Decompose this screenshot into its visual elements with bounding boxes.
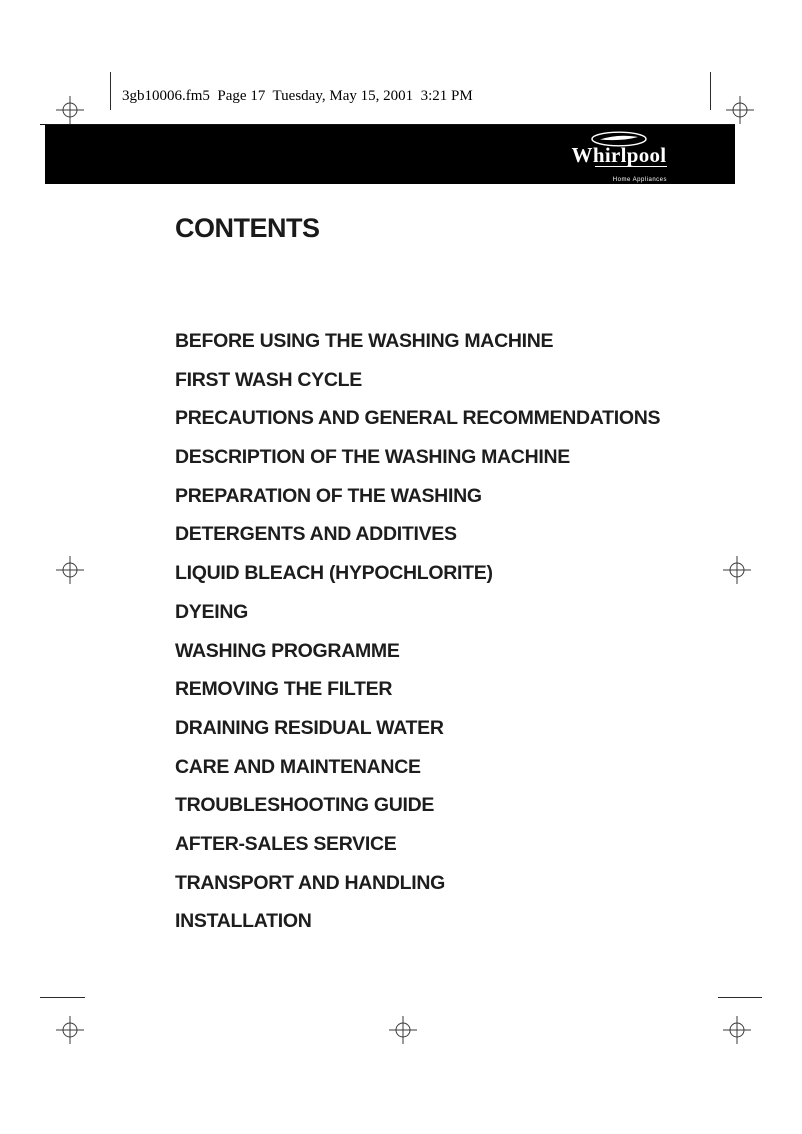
registration-mark-icon [389,1016,417,1044]
toc-item: AFTER-SALES SERVICE [175,832,397,855]
toc-item: REMOVING THE FILTER [175,678,393,701]
page-title: CONTENTS [175,213,320,243]
toc-item: DETERGENTS AND ADDITIVES [175,523,457,546]
toc-item: TROUBLESHOOTING GUIDE [175,794,435,817]
whirlpool-logo [561,131,677,186]
toc-item: TRANSPORT AND HANDLING [175,871,445,894]
print-header: 3gb10006.fm5 Page 17 Tuesday, May 15, 2001 3:21 PM [122,88,473,104]
brand-banner [45,125,735,184]
toc-item: INSTALLATION [175,910,312,933]
registration-mark-icon [723,1016,751,1044]
registration-mark-icon [56,96,84,124]
crop-line [40,997,85,998]
toc-item: BEFORE USING THE WASHING MACHINE [175,330,554,352]
registration-mark-icon [726,96,754,124]
brand-name: Whirlpool [571,143,667,167]
brand-tagline-rule [595,166,667,186]
crop-line [110,72,111,110]
toc-item: DESCRIPTION OF THE WASHING MACHINE [175,446,570,469]
toc-item: LIQUID BLEACH (HYPOCHLORITE) [175,562,493,585]
registration-mark-icon [56,1016,84,1044]
brand-tagline: Home Appliances [612,177,667,183]
toc-item: DYEING [175,600,248,623]
toc-item: PRECAUTIONS AND GENERAL RECOMMENDATIONS [175,407,661,430]
contents-list [175,322,735,941]
crop-line [710,72,711,110]
toc-item: WASHING PROGRAMME [175,639,400,662]
toc-item: DRAINING RESIDUAL WATER [175,716,444,739]
crop-line [718,997,762,998]
registration-mark-icon [56,556,84,584]
toc-item: FIRST WASH CYCLE [175,368,362,391]
toc-item: PREPARATION OF THE WASHING [175,484,482,507]
toc-item: CARE AND MAINTENANCE [175,755,421,778]
